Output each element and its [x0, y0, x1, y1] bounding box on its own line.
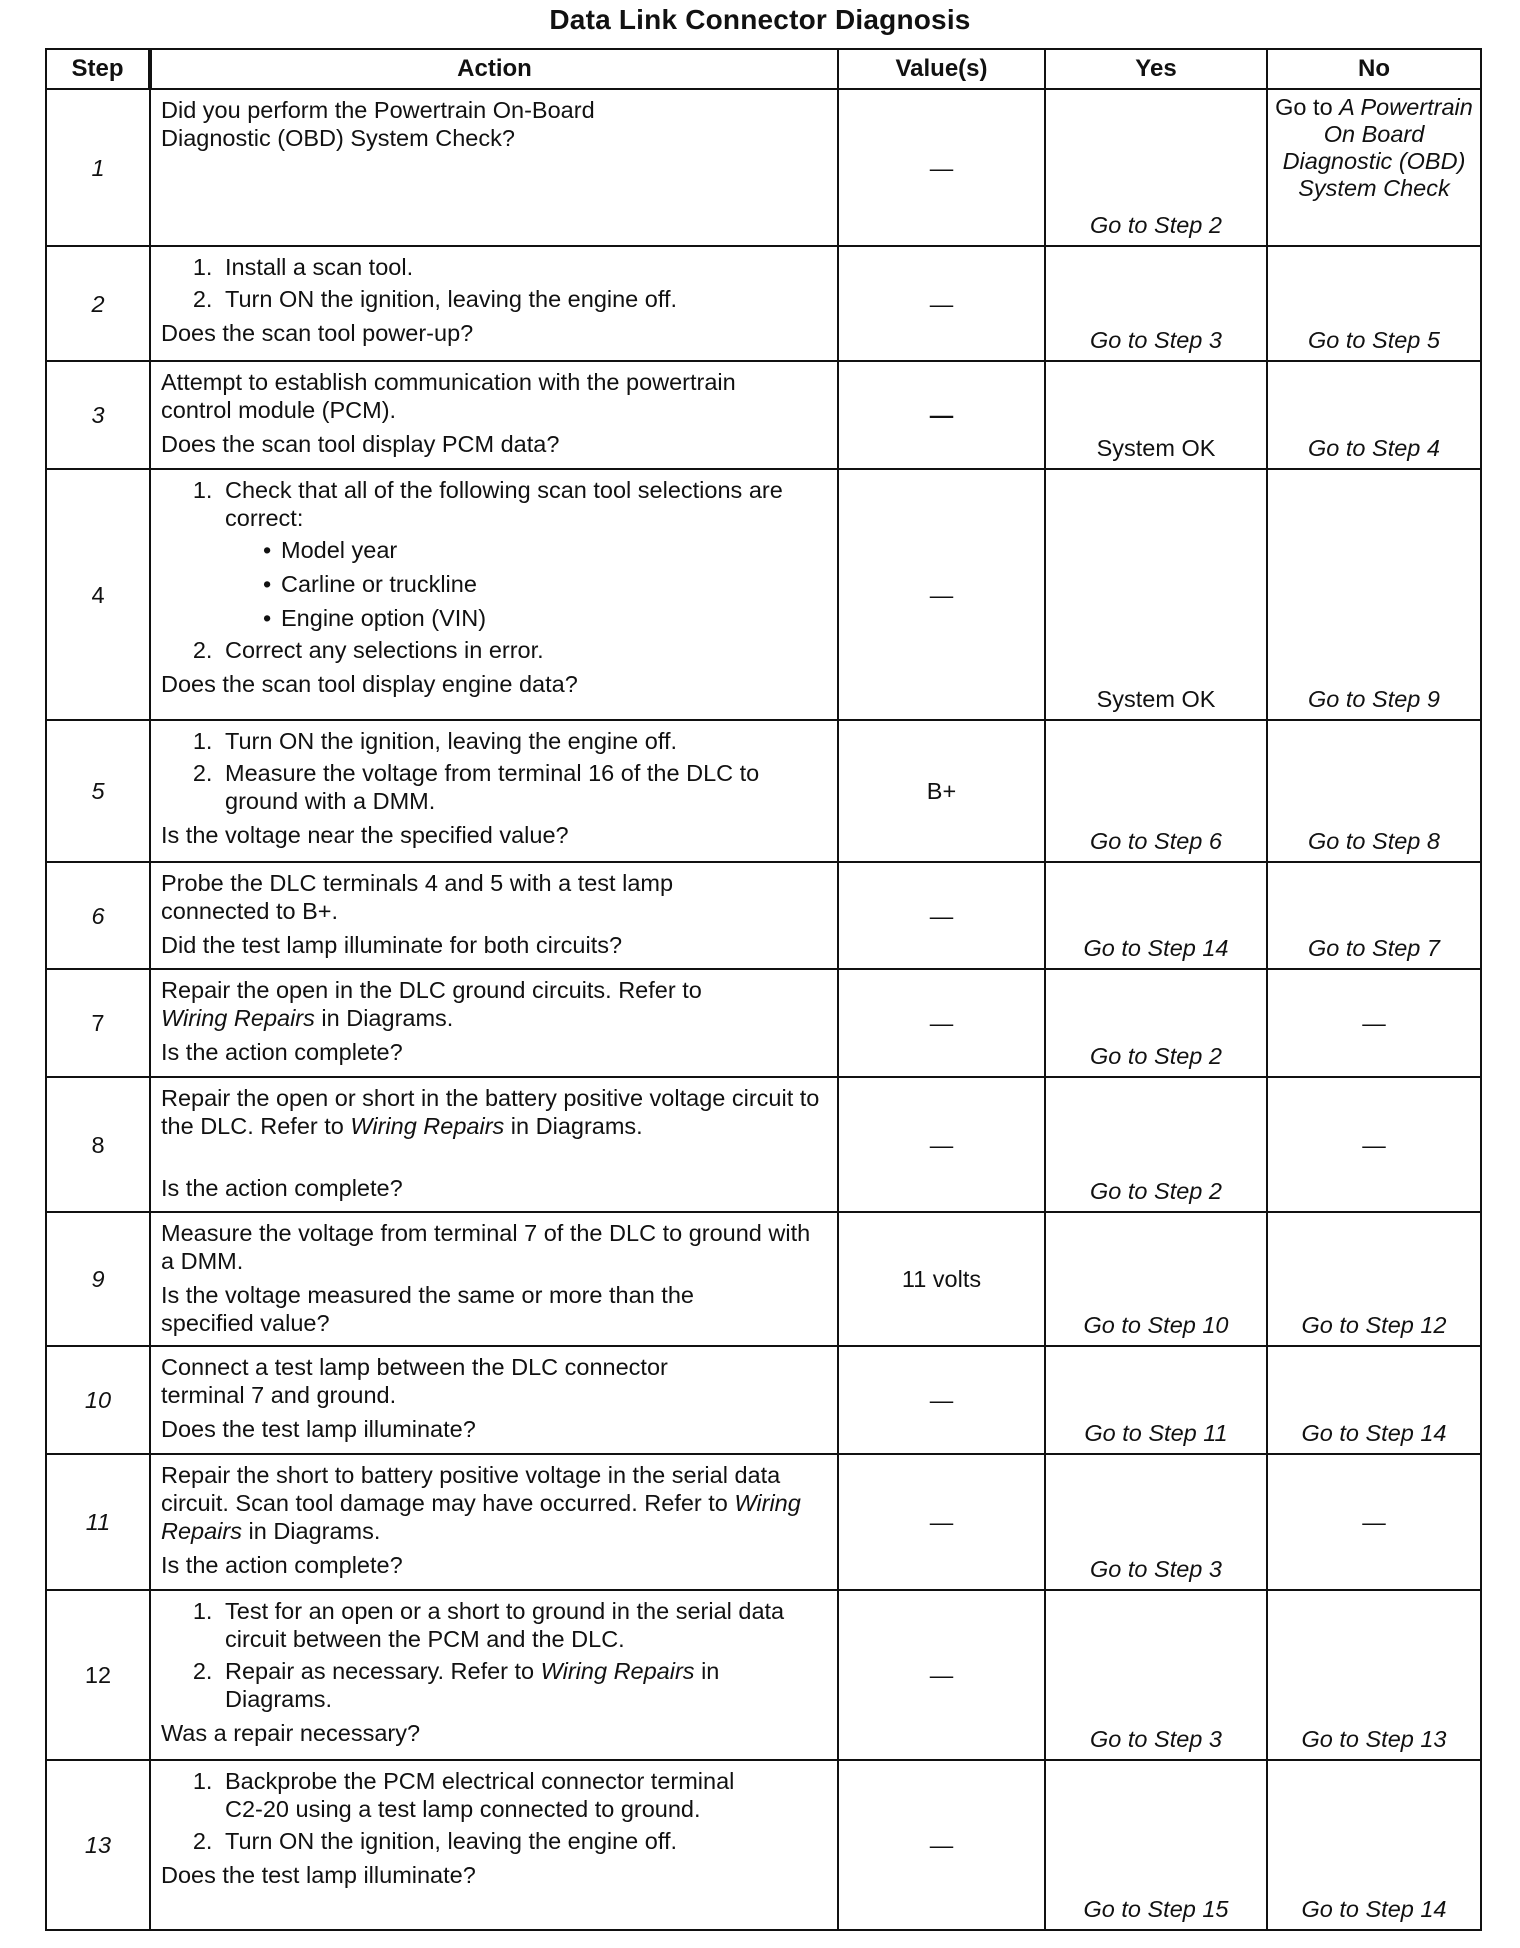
action-question: Is the action complete?	[161, 1175, 403, 1201]
action-text: Probe the DLC terminals 4 and 5 with a test lamp connected to B+.	[161, 870, 674, 924]
yes-cell: Go to Step 15	[1045, 1760, 1267, 1930]
value-cell: —	[838, 89, 1045, 246]
action-text-part: Repair as necessary. Refer to	[225, 1658, 541, 1684]
table-row	[46, 1346, 1481, 1454]
action-cell	[150, 720, 838, 862]
step-number: 1	[46, 89, 150, 246]
action-text: Attempt to establish communication with the powertrain control module (PCM).	[161, 369, 736, 423]
action-cell	[150, 89, 838, 246]
no-cell: Go to Step 5	[1267, 246, 1481, 361]
yes-cell: Go to Step 6	[1045, 720, 1267, 862]
action-steps	[161, 727, 827, 815]
table-row	[46, 1454, 1481, 1590]
action-cell	[150, 469, 838, 720]
action-step-item	[219, 476, 827, 632]
no-cell: Go to Step 7	[1267, 862, 1481, 969]
page-title: Data Link Connector Diagnosis	[549, 4, 971, 35]
no-reference: A Powertrain On Board Diagnostic (OBD) System Check	[1282, 94, 1473, 201]
action-step-item: 2. Turn ON the ignition, leaving the engine off.	[219, 285, 827, 313]
action-steps	[161, 476, 827, 664]
step-number: 7	[46, 969, 150, 1077]
action-cell	[150, 1212, 838, 1346]
action-step-text: Check that all of the following scan tool selections are correct:	[225, 477, 783, 531]
wiring-repairs-ref: Wiring Repairs	[161, 1490, 801, 1544]
yes-cell: System OK	[1045, 361, 1267, 469]
step-number: 10	[46, 1346, 150, 1454]
value-cell: 11 volts	[838, 1212, 1045, 1346]
action-text	[161, 1084, 827, 1140]
step-number: 13	[46, 1760, 150, 1930]
action-question: Did you perform the Powertrain On-Board Diagnostic (OBD) System Check?	[161, 97, 595, 151]
step-number: 2	[46, 246, 150, 361]
header-no: No	[1267, 49, 1481, 89]
no-cell: Go to Step 14	[1267, 1760, 1481, 1930]
no-cell: Go to Step 4	[1267, 361, 1481, 469]
no-cell: —	[1267, 1454, 1481, 1590]
header-values: Value(s)	[838, 49, 1045, 89]
header-action: Action	[150, 49, 838, 89]
selection-item: • Engine option (VIN)	[263, 604, 827, 632]
value-cell: —	[838, 1590, 1045, 1760]
action-text-part: in Diagrams.	[225, 1658, 720, 1712]
value-cell: —	[838, 969, 1045, 1077]
table-row	[46, 361, 1481, 469]
action-question: Does the scan tool display PCM data?	[161, 431, 560, 457]
action-text-part: Repair the short to battery positive voltage in the serial data circuit. Scan tool damage may have occurred. Refer to	[161, 1462, 781, 1516]
table-row	[46, 469, 1481, 720]
step-number: 5	[46, 720, 150, 862]
header-row	[46, 49, 1481, 89]
action-question: Is the action complete?	[161, 1552, 403, 1578]
action-step-item: 1. Install a scan tool.	[219, 253, 827, 281]
diagnosis-table	[45, 48, 1482, 1931]
table-row	[46, 862, 1481, 969]
action-question: Is the voltage near the specified value?	[161, 822, 569, 848]
yes-cell: Go to Step 11	[1045, 1346, 1267, 1454]
no-prefix: Go to	[1275, 94, 1340, 120]
action-step-item: 2. Turn ON the ignition, leaving the engine off.	[219, 1827, 739, 1855]
yes-cell: Go to Step 3	[1045, 1454, 1267, 1590]
yes-cell: System OK	[1045, 469, 1267, 720]
action-step-item	[219, 1657, 789, 1713]
action-text-part: Repair the open or short in the battery positive voltage circuit to the DLC. Refer to	[161, 1085, 820, 1139]
action-text-part: in Diagrams.	[241, 1518, 381, 1544]
step-number: 4	[46, 469, 150, 720]
action-step-item: 2. Correct any selections in error.	[219, 636, 827, 664]
selection-list	[225, 536, 827, 632]
wiring-repairs-ref: Wiring Repairs	[161, 1005, 315, 1031]
action-step-item: 1. Test for an open or a short to ground in the serial data circuit between the PCM and the DLC.	[219, 1597, 789, 1653]
table-row	[46, 89, 1481, 246]
action-cell	[150, 246, 838, 361]
yes-cell: Go to Step 14	[1045, 862, 1267, 969]
table-row	[46, 1760, 1481, 1930]
action-text: Measure the voltage from terminal 7 of the DLC to ground with a DMM.	[161, 1220, 811, 1274]
value-cell: —	[838, 246, 1045, 361]
value-cell: —	[838, 1760, 1045, 1930]
value-cell: —	[838, 1346, 1045, 1454]
yes-cell: Go to Step 3	[1045, 246, 1267, 361]
action-text-part: in Diagrams.	[314, 1005, 454, 1031]
action-text-part: Repair the open in the DLC ground circuits. Refer to	[161, 977, 702, 1003]
selection-item: • Model year	[263, 536, 827, 564]
table-row	[46, 1077, 1481, 1212]
value-cell: B+	[838, 720, 1045, 862]
selection-item: • Carline or truckline	[263, 570, 827, 598]
action-question: Is the action complete?	[161, 1039, 403, 1065]
step-number: 6	[46, 862, 150, 969]
value-cell: —	[838, 862, 1045, 969]
action-cell	[150, 1454, 838, 1590]
step-number: 12	[46, 1590, 150, 1760]
no-cell: Go to Step 14	[1267, 1346, 1481, 1454]
no-cell: Go to Step 13	[1267, 1590, 1481, 1760]
action-question: Does the test lamp illuminate?	[161, 1862, 476, 1888]
action-text	[161, 976, 761, 1032]
action-text: Connect a test lamp between the DLC connector terminal 7 and ground.	[161, 1354, 668, 1408]
no-cell: Go to Step 12	[1267, 1212, 1481, 1346]
no-cell: —	[1267, 969, 1481, 1077]
step-number: 11	[46, 1454, 150, 1590]
header-yes: Yes	[1045, 49, 1267, 89]
no-cell: —	[1267, 1077, 1481, 1212]
action-cell	[150, 361, 838, 469]
action-cell	[150, 1346, 838, 1454]
action-cell	[150, 969, 838, 1077]
action-step-item: 1. Turn ON the ignition, leaving the engine off.	[219, 727, 827, 755]
value-cell: —	[838, 469, 1045, 720]
action-question: Is the voltage measured the same or more than the specified value?	[161, 1282, 694, 1336]
action-question: Was a repair necessary?	[161, 1720, 421, 1746]
table-row	[46, 1590, 1481, 1760]
wiring-repairs-ref: Wiring Repairs	[350, 1113, 505, 1139]
action-step-item: 1. Backprobe the PCM electrical connector terminal C2-20 using a test lamp connected to ground.	[219, 1767, 739, 1823]
action-steps	[161, 253, 827, 313]
value-cell: —	[838, 361, 1045, 469]
action-text-part: in Diagrams.	[504, 1113, 643, 1139]
action-cell	[150, 1760, 838, 1930]
value-cell: —	[838, 1077, 1045, 1212]
yes-cell: Go to Step 2	[1045, 1077, 1267, 1212]
action-text	[161, 1461, 827, 1545]
no-cell: Go to Step 9	[1267, 469, 1481, 720]
yes-cell: Go to Step 2	[1045, 969, 1267, 1077]
wiring-repairs-ref: Wiring Repairs	[540, 1658, 695, 1684]
action-cell	[150, 862, 838, 969]
no-cell	[1267, 89, 1481, 246]
step-number: 3	[46, 361, 150, 469]
action-question: Does the scan tool display engine data?	[161, 671, 578, 697]
table-row	[46, 1212, 1481, 1346]
action-cell	[150, 1077, 838, 1212]
action-cell	[150, 1590, 838, 1760]
action-question: Does the scan tool power-up?	[161, 320, 474, 346]
table-row	[46, 969, 1481, 1077]
step-number: 8	[46, 1077, 150, 1212]
value-cell: —	[838, 1454, 1045, 1590]
table-row	[46, 720, 1481, 862]
yes-cell: Go to Step 3	[1045, 1590, 1267, 1760]
table-row	[46, 246, 1481, 361]
action-steps	[161, 1767, 739, 1855]
action-steps	[161, 1597, 789, 1713]
yes-cell: Go to Step 10	[1045, 1212, 1267, 1346]
header-step: Step	[46, 49, 150, 89]
step-number: 9	[46, 1212, 150, 1346]
action-step-item: 2. Measure the voltage from terminal 16 of the DLC to ground with a DMM.	[219, 759, 827, 815]
yes-cell: Go to Step 2	[1045, 89, 1267, 246]
action-question: Did the test lamp illuminate for both circuits?	[161, 932, 623, 958]
action-question: Does the test lamp illuminate?	[161, 1416, 476, 1442]
no-cell: Go to Step 8	[1267, 720, 1481, 862]
